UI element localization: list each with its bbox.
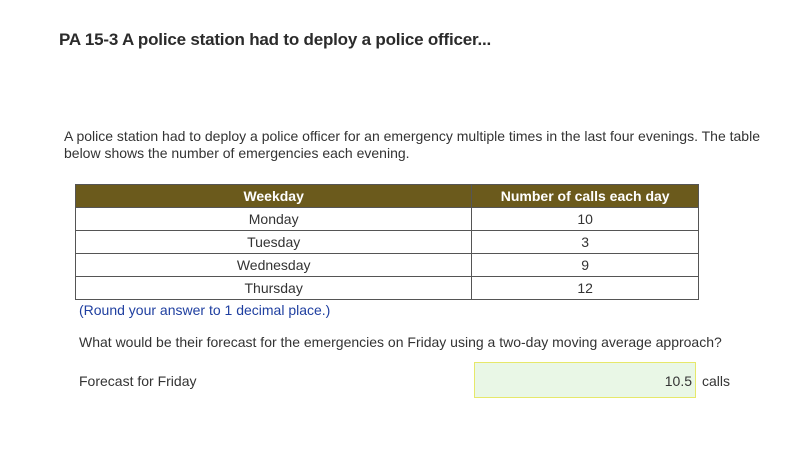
weekday-cell: Thursday: [76, 277, 472, 300]
forecast-answer-value: 10.5: [664, 373, 692, 389]
header-weekday: Weekday: [76, 185, 472, 208]
table-row: [76, 277, 699, 300]
round-instruction: (Round your answer to 1 decimal place.): [79, 302, 331, 318]
forecast-answer-input[interactable]: [474, 362, 696, 398]
table-header-row: [76, 185, 699, 208]
forecast-label: Forecast for Friday: [79, 373, 197, 389]
table-row: [76, 254, 699, 277]
calls-cell: 9: [472, 254, 699, 277]
weekday-cell: Wednesday: [76, 254, 472, 277]
table-row: [76, 231, 699, 254]
table-row: [76, 208, 699, 231]
page-title: PA 15-3 A police station had to deploy a police officer...: [59, 30, 492, 49]
question-text: What would be their forecast for the emergencies on Friday using a two-day moving average approach?: [79, 334, 722, 350]
weekday-cell: Monday: [76, 208, 472, 231]
calls-cell: 12: [472, 277, 699, 300]
intro-text: A police station had to deploy a police officer for an emergency multiple times in the last four evenings. The table below shows the number of emergencies each evening.: [64, 128, 760, 161]
forecast-unit: calls: [702, 373, 731, 389]
weekday-cell: Tuesday: [76, 231, 472, 254]
calls-table: [75, 184, 699, 300]
header-calls: Number of calls each day: [472, 185, 699, 208]
calls-cell: 10: [472, 208, 699, 231]
calls-cell: 3: [472, 231, 699, 254]
